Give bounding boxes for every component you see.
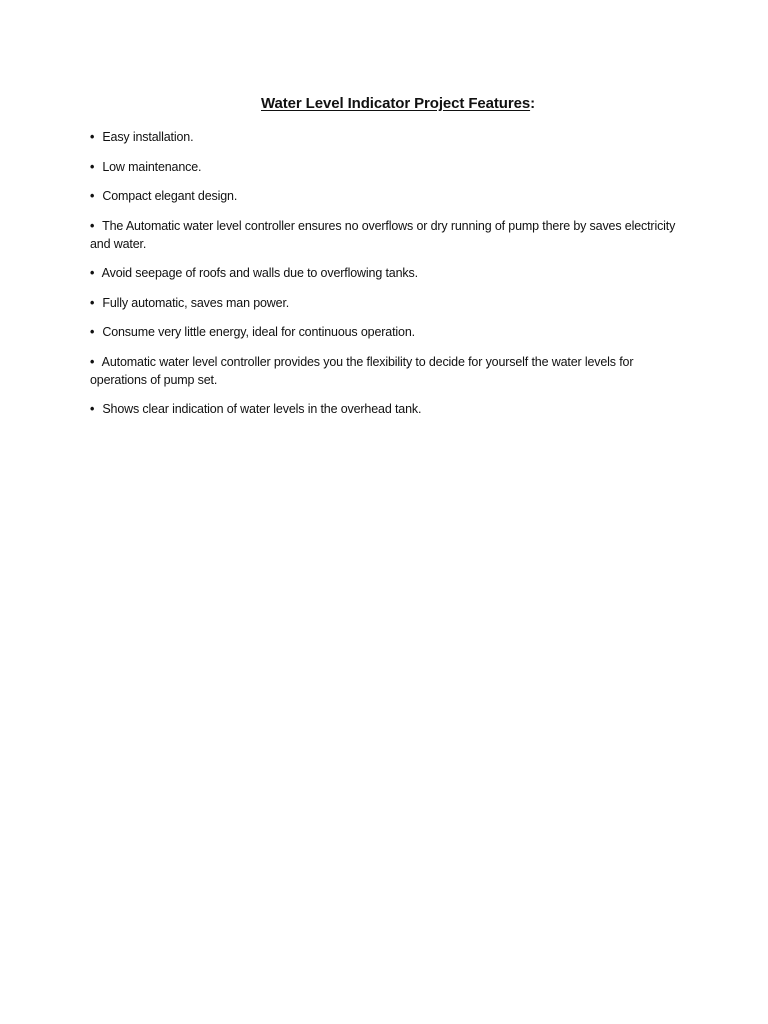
list-item bbox=[90, 217, 690, 253]
feature-text: Compact elegant design. bbox=[102, 189, 238, 203]
bullet-icon: • bbox=[90, 402, 95, 416]
list-item bbox=[90, 187, 690, 205]
feature-text: Shows clear indication of water levels in the overhead tank. bbox=[102, 402, 422, 416]
list-item bbox=[90, 294, 690, 312]
feature-list bbox=[90, 128, 690, 430]
list-item bbox=[90, 400, 690, 418]
list-item bbox=[90, 128, 690, 146]
bullet-icon: • bbox=[90, 295, 95, 310]
list-item bbox=[90, 323, 690, 341]
bullet-icon: • bbox=[90, 266, 95, 280]
feature-text: Automatic water level controller provides you the flexibility to decide for yourself the water levels for operations of pump set. bbox=[90, 354, 634, 387]
feature-text: The Automatic water level controller ensures no overflows or dry running of pump there by saves electricity and water. bbox=[90, 218, 676, 251]
feature-text: Fully automatic, saves man power. bbox=[102, 295, 290, 310]
bullet-icon: • bbox=[90, 354, 95, 369]
bullet-icon: • bbox=[90, 189, 95, 203]
feature-text: Low maintenance. bbox=[102, 159, 202, 174]
bullet-icon: • bbox=[90, 130, 95, 144]
list-item bbox=[90, 158, 690, 176]
page-title bbox=[0, 95, 768, 112]
feature-text: Easy installation. bbox=[102, 130, 194, 144]
bullet-icon: • bbox=[90, 218, 95, 233]
page-title-colon: : bbox=[530, 95, 535, 112]
bullet-icon: • bbox=[90, 325, 95, 339]
page-title-text: Water Level Indicator Project Features bbox=[261, 95, 531, 112]
list-item bbox=[90, 264, 690, 282]
bullet-icon: • bbox=[90, 159, 95, 174]
list-item bbox=[90, 353, 690, 389]
feature-text: Consume very little energy, ideal for continuous operation. bbox=[102, 325, 415, 339]
feature-text: Avoid seepage of roofs and walls due to overflowing tanks. bbox=[101, 266, 418, 280]
